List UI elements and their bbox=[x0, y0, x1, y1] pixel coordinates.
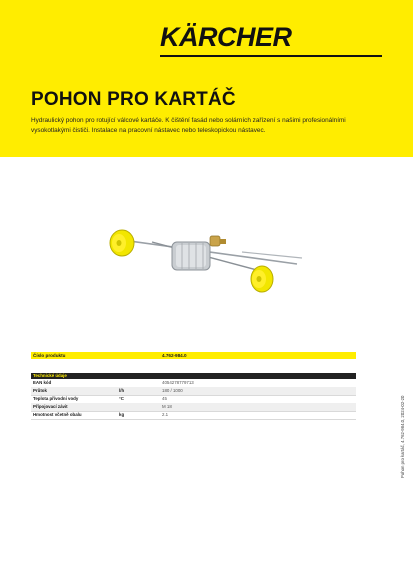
logo-underline bbox=[160, 55, 382, 57]
order-number-value: 4.762-984.0 bbox=[162, 353, 187, 358]
product-image bbox=[92, 212, 322, 302]
product-description: Hydraulický pohon pro rotující válcové kartáče. K čištění fasád nebo solárních zařízení s našimi profesionálními vysokotlakými čističi. Instalace na pracovní nástavec nebo teleskopickou nástavec. bbox=[31, 117, 346, 134]
spec-unit: kg bbox=[119, 412, 125, 417]
brand-logo bbox=[160, 22, 382, 52]
document-side-code: Pohon pro kartáč, 4.762-984.0, 2024-02-20 bbox=[400, 395, 405, 478]
table-row bbox=[31, 411, 356, 420]
spec-unit: °C bbox=[119, 396, 124, 401]
header-band bbox=[0, 0, 413, 157]
spec-value: 45 bbox=[162, 396, 167, 401]
specs-heading-label: Technické údaje bbox=[33, 373, 67, 378]
spec-value: 180 / 1000 bbox=[162, 388, 183, 393]
spec-label: Hmotnost včetně obalu bbox=[33, 412, 82, 417]
spec-label: Přípojovací závit bbox=[33, 404, 68, 409]
spec-value: M 18 bbox=[162, 404, 172, 409]
spec-value: 2.1 bbox=[162, 412, 169, 417]
spec-label: Teplota přívodní vody bbox=[33, 396, 79, 401]
spec-value: 4054278779713 bbox=[162, 380, 194, 385]
order-number-row bbox=[31, 352, 356, 359]
spec-unit: l/h bbox=[119, 388, 125, 393]
page-title: POHON PRO KARTÁČ bbox=[31, 89, 236, 110]
order-number-label: Číslo produktu bbox=[33, 353, 66, 358]
brush-drive-assembly-icon bbox=[92, 212, 322, 302]
spec-label: Průtok bbox=[33, 388, 47, 393]
spec-label: EAN kód bbox=[33, 380, 52, 385]
logo-text: KÄRCHER bbox=[160, 22, 292, 52]
